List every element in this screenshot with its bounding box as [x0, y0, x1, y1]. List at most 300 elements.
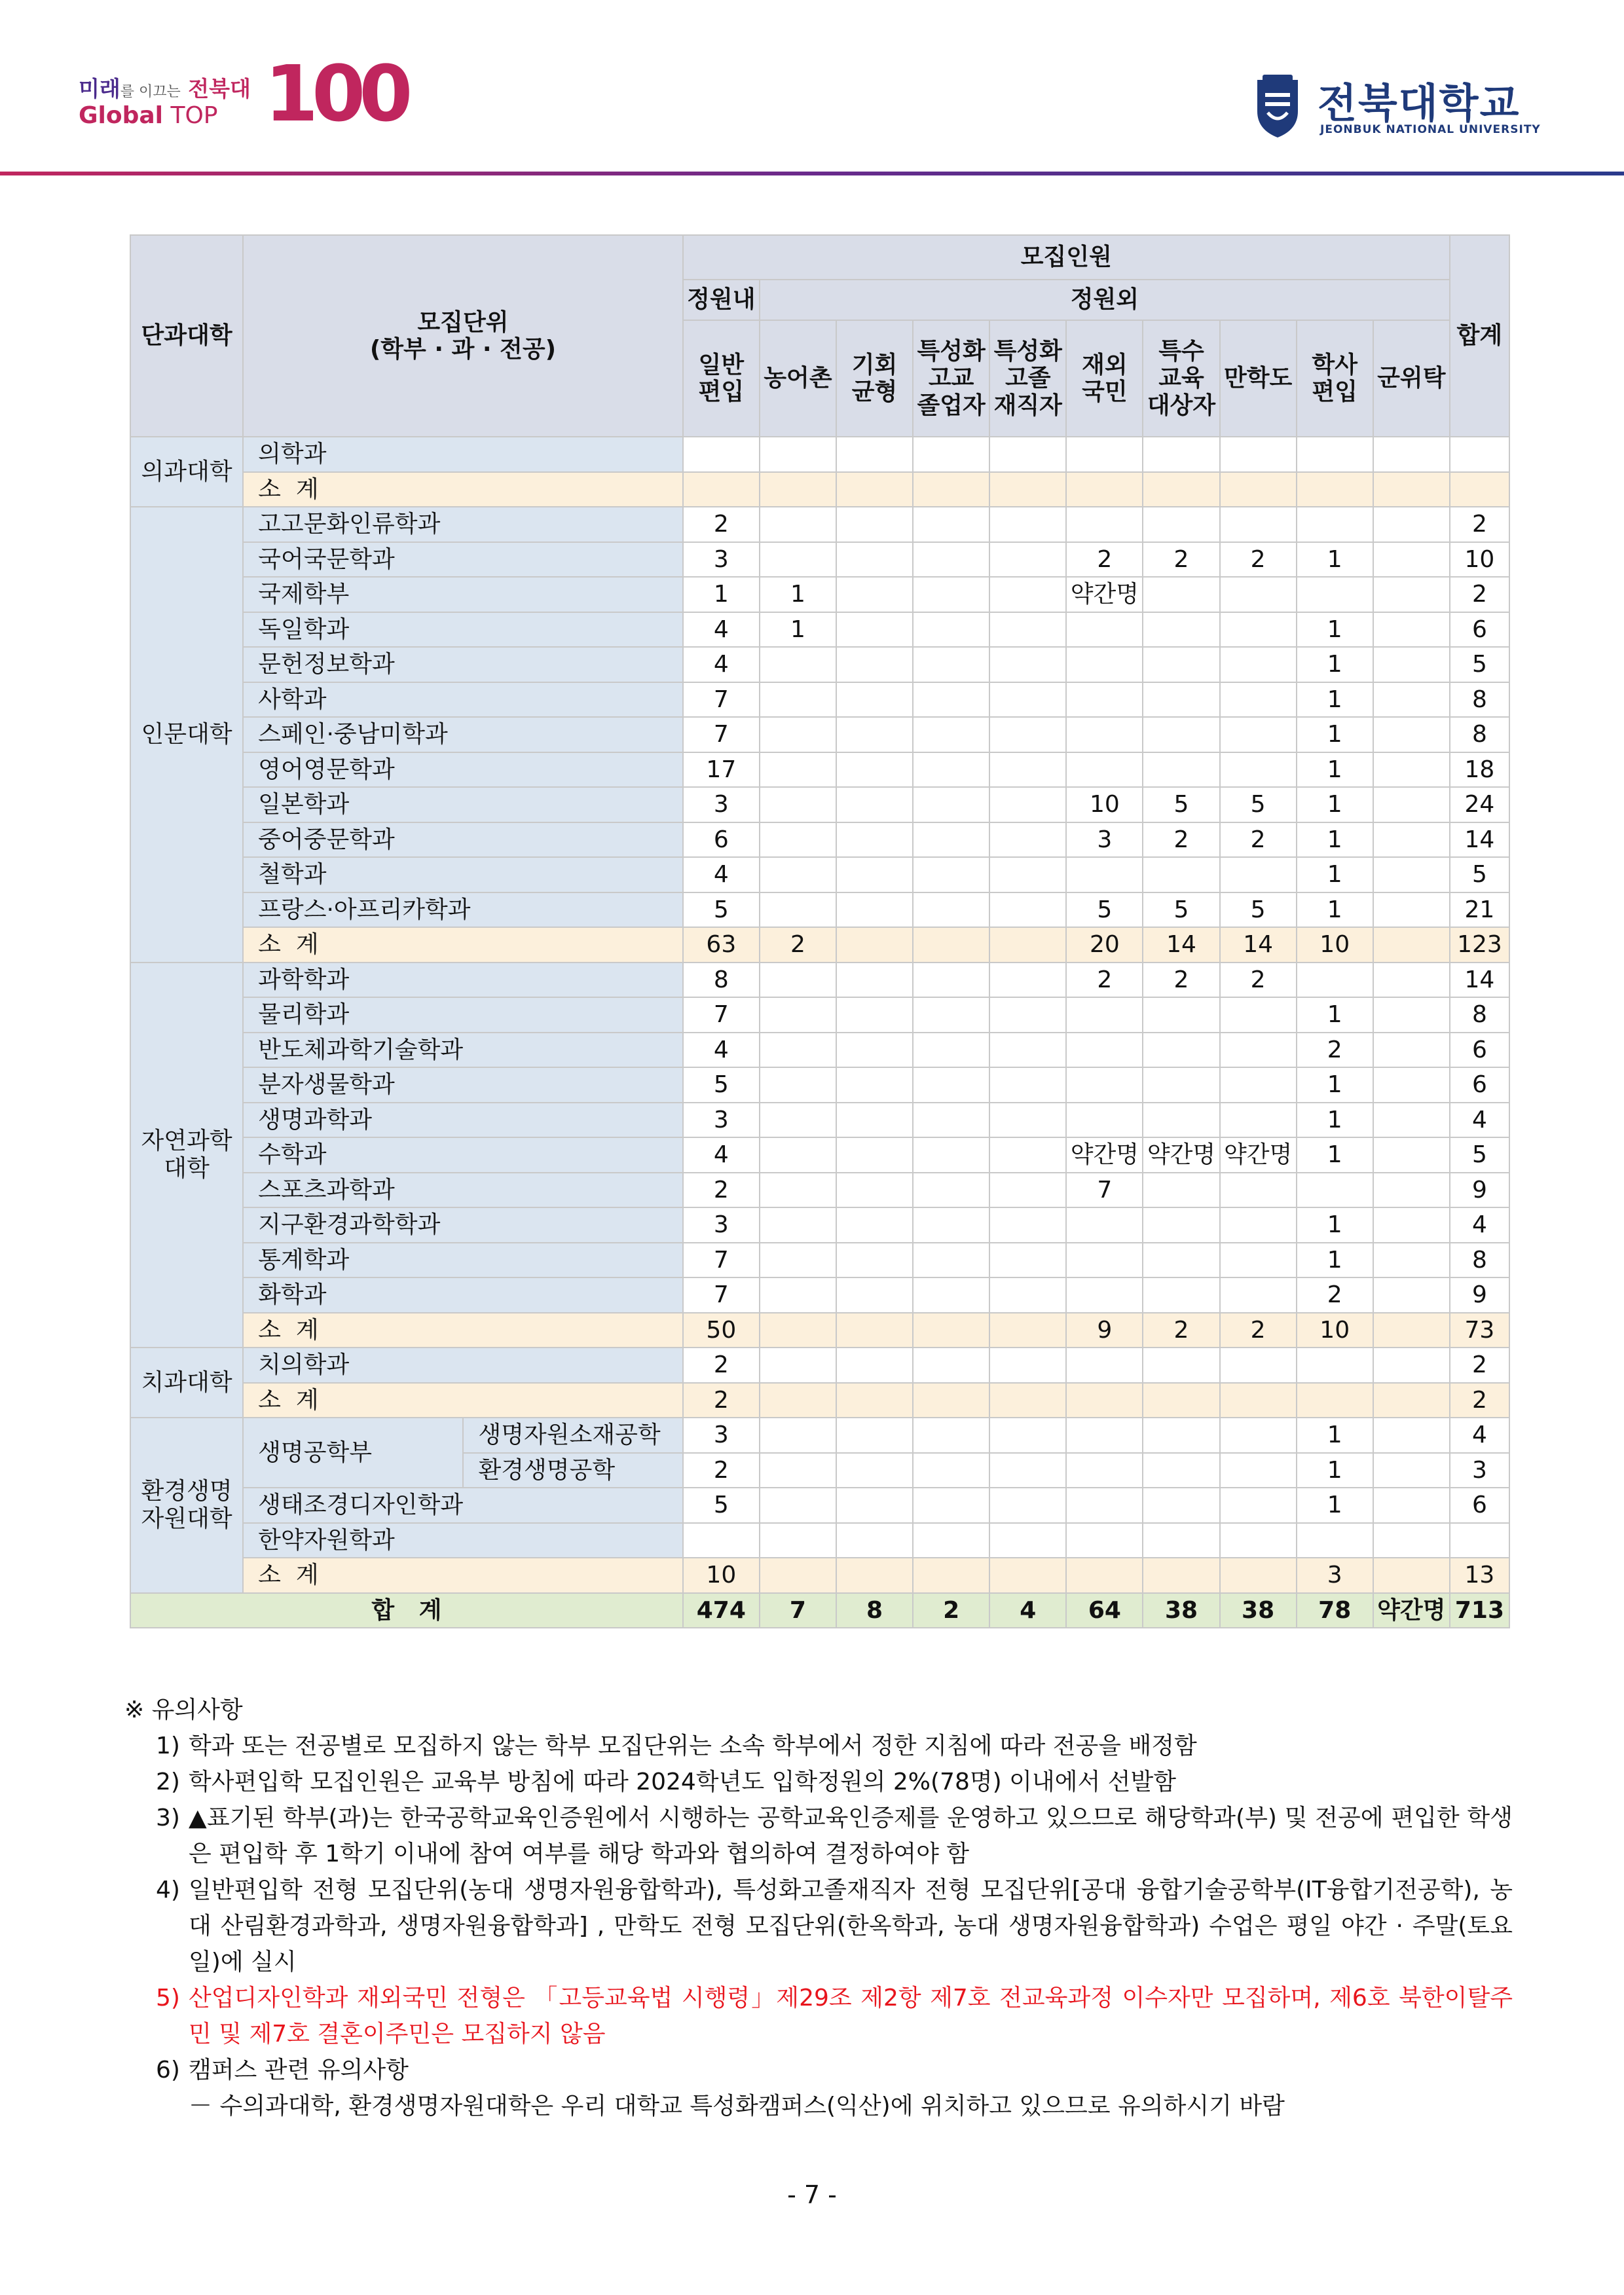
value-cell — [1066, 1348, 1143, 1383]
value-cell — [913, 1137, 989, 1173]
value-cell — [1143, 682, 1219, 718]
note-text: 학과 또는 전공별로 모집하지 않는 학부 모집단위는 소속 학부에서 정한 지침에 따라 전공을 배정함 — [189, 1733, 1197, 1759]
total-cell: 6 — [1450, 1033, 1509, 1068]
value-cell: 7 — [1066, 1173, 1143, 1208]
value-cell — [1143, 717, 1219, 752]
value-cell — [836, 612, 913, 648]
value-cell — [913, 1313, 989, 1348]
total-cell: 5 — [1450, 1137, 1509, 1173]
total-cell: 14 — [1450, 822, 1509, 858]
value-cell — [760, 507, 836, 542]
value-cell — [836, 1277, 913, 1313]
value-cell: 2 — [1220, 963, 1297, 998]
value-cell — [683, 437, 760, 472]
value-cell — [1373, 1067, 1450, 1103]
value-cell — [913, 542, 989, 578]
value-cell — [760, 1033, 836, 1068]
notes-title: ※ 유의사항 — [124, 1697, 243, 1723]
value-cell: 38 — [1220, 1593, 1297, 1628]
value-cell: 7 — [683, 682, 760, 718]
total-cell: 18 — [1450, 752, 1509, 788]
value-cell — [1066, 472, 1143, 507]
value-cell: 4 — [683, 1033, 760, 1068]
value-cell: 1 — [1297, 1453, 1373, 1488]
value-cell: 10 — [1297, 927, 1373, 963]
dept-cell: 사학과 — [243, 682, 683, 718]
value-cell — [836, 542, 913, 578]
value-cell: 약간명 — [1373, 1593, 1450, 1628]
college-cell: 치과대학 — [130, 1348, 243, 1418]
value-cell: 7 — [683, 1277, 760, 1313]
dept-cell: 환경생명공학 — [463, 1453, 682, 1488]
total-cell — [1450, 437, 1509, 472]
note-text: ▲표기된 학부(과)는 한국공학교육인증원에서 시행하는 공학교육인증제를 운영하고 있으므로 해당학과(부) 및 전공에 편입한 학생은 편입학 후 1학기 이내에 참여 여부를 해당 학과와 협의하여 결정하여야 함 — [189, 1805, 1513, 1867]
value-cell: 3 — [683, 787, 760, 822]
value-cell: 5 — [1143, 892, 1219, 928]
value-cell — [760, 1348, 836, 1383]
total-cell: 2 — [1450, 1383, 1509, 1418]
value-cell: 1 — [1297, 1103, 1373, 1138]
value-cell: 1 — [1297, 542, 1373, 578]
value-cell: 약간명 — [1066, 1137, 1143, 1173]
value-cell — [1297, 1173, 1373, 1208]
value-cell — [913, 1277, 989, 1313]
value-cell — [1373, 542, 1450, 578]
value-cell: 2 — [760, 927, 836, 963]
dept-cell: 화학과 — [243, 1277, 683, 1313]
value-cell — [760, 1488, 836, 1523]
value-cell — [989, 927, 1066, 963]
table-row — [130, 1243, 1509, 1278]
header-total: 합계 — [1450, 235, 1509, 437]
value-cell — [836, 1173, 913, 1208]
value-cell — [989, 963, 1066, 998]
total-cell: 6 — [1450, 1067, 1509, 1103]
value-cell — [1066, 1383, 1143, 1418]
value-cell: 64 — [1066, 1593, 1143, 1628]
value-cell: 4 — [683, 647, 760, 682]
value-cell — [1297, 577, 1373, 612]
value-cell — [989, 1313, 1066, 1348]
subtotal-label: 소 계 — [243, 1313, 683, 1348]
value-cell — [1373, 963, 1450, 998]
value-cell — [760, 1067, 836, 1103]
value-cell: 10 — [1297, 1313, 1373, 1348]
value-cell: 약간명 — [1066, 577, 1143, 612]
note-item — [124, 1980, 1513, 2052]
value-cell: 78 — [1297, 1593, 1373, 1628]
dept-cell: 국어국문학과 — [243, 542, 683, 578]
header-col-6: 재외 국민 — [1066, 320, 1143, 437]
value-cell — [1373, 1383, 1450, 1418]
header-col-4: 특성화 고교 졸업자 — [913, 320, 989, 437]
value-cell — [836, 1488, 913, 1523]
table-row — [130, 1173, 1509, 1208]
value-cell — [760, 787, 836, 822]
value-cell — [836, 577, 913, 612]
note-text: 학사편입학 모집인원은 교육부 방침에 따라 2024학년도 입학정원의 2%(78명) 이내에서 선발함 — [189, 1769, 1177, 1795]
value-cell: 9 — [1066, 1313, 1143, 1348]
page-number: - 7 - — [787, 2180, 837, 2209]
value-cell — [1373, 1488, 1450, 1523]
value-cell: 1 — [1297, 1207, 1373, 1243]
value-cell: 2 — [683, 1173, 760, 1208]
value-cell: 3 — [1297, 1558, 1373, 1593]
value-cell — [1066, 717, 1143, 752]
value-cell — [913, 1033, 989, 1068]
value-cell: 10 — [683, 1558, 760, 1593]
value-cell — [836, 1523, 913, 1558]
total-cell: 8 — [1450, 1243, 1509, 1278]
total-cell: 2 — [1450, 507, 1509, 542]
value-cell — [1373, 822, 1450, 858]
header-col-1: 일반 편입 — [683, 320, 760, 437]
value-cell — [760, 717, 836, 752]
value-cell — [1143, 1243, 1219, 1278]
value-cell — [1143, 857, 1219, 892]
value-cell — [913, 1348, 989, 1383]
notes-dash-item: － 수의과대학, 환경생명자원대학은 우리 대학교 특성화캠퍼스(익산)에 위치하고 있으므로 유의하시기 바람 — [189, 2093, 1285, 2120]
value-cell — [989, 1277, 1066, 1313]
value-cell — [989, 472, 1066, 507]
value-cell: 2 — [1220, 542, 1297, 578]
value-cell — [1373, 1243, 1450, 1278]
dept-cell: 반도체과학기술학과 — [243, 1033, 683, 1068]
dept-cell: 일본학과 — [243, 787, 683, 822]
value-cell: 2 — [1143, 822, 1219, 858]
value-cell: 2 — [1066, 542, 1143, 578]
note-text: 일반편입학 전형 모집단위(농대 생명자원융합학과), 특성화고졸재직자 전형 모집단위[공대 융합기술공학부(IT융합기전공학), 농대 산림환경과학과, 생명자원융합학과] , 만학도 전형 모집단위(한옥학과, 농대 생명자원융합학과) 수업은 평일 야간 · 주말(토요일)에 실시 — [189, 1877, 1513, 1975]
table-row — [130, 612, 1509, 648]
value-cell — [1220, 1207, 1297, 1243]
subtotal-label: 소 계 — [243, 1383, 683, 1418]
value-cell — [760, 822, 836, 858]
value-cell — [836, 1383, 913, 1418]
value-cell: 3 — [683, 542, 760, 578]
value-cell — [1373, 1453, 1450, 1488]
header-col-8: 만학도 — [1220, 320, 1297, 437]
value-cell — [1297, 437, 1373, 472]
value-cell: 14 — [1220, 927, 1297, 963]
value-cell: 1 — [1297, 857, 1373, 892]
value-cell — [1220, 1488, 1297, 1523]
table-row — [130, 437, 1509, 472]
value-cell — [989, 1103, 1066, 1138]
dept-cell: 분자생물학과 — [243, 1067, 683, 1103]
value-cell: 2 — [1220, 1313, 1297, 1348]
value-cell — [836, 437, 913, 472]
value-cell — [760, 1313, 836, 1348]
value-cell — [989, 997, 1066, 1033]
value-cell — [1066, 1418, 1143, 1453]
value-cell — [913, 1173, 989, 1208]
header-col-9: 학사 편입 — [1297, 320, 1373, 437]
value-cell — [836, 682, 913, 718]
value-cell — [1143, 1103, 1219, 1138]
value-cell — [989, 577, 1066, 612]
dept-cell: 의학과 — [243, 437, 683, 472]
college-cell: 자연과학 대학 — [130, 963, 243, 1348]
value-cell — [1297, 963, 1373, 998]
value-cell — [836, 752, 913, 788]
value-cell: 1 — [1297, 1488, 1373, 1523]
value-cell: 4 — [683, 857, 760, 892]
value-cell — [836, 892, 913, 928]
value-cell: 2 — [1220, 822, 1297, 858]
dept-cell: 과학학과 — [243, 963, 683, 998]
value-cell: 10 — [1066, 787, 1143, 822]
value-cell — [1373, 507, 1450, 542]
table-row — [130, 1033, 1509, 1068]
header-col-3: 기회 균형 — [836, 320, 913, 437]
value-cell — [836, 1243, 913, 1278]
value-cell — [1373, 787, 1450, 822]
value-cell — [836, 1418, 913, 1453]
total-cell: 4 — [1450, 1418, 1509, 1453]
value-cell — [1373, 437, 1450, 472]
table-row — [130, 542, 1509, 578]
university-emblem-icon — [1252, 73, 1303, 139]
value-cell: 3 — [683, 1207, 760, 1243]
recruitment-table — [130, 234, 1510, 1628]
value-cell — [913, 682, 989, 718]
slogan: 미래를 이끄는 전북대 — [79, 76, 251, 101]
value-cell — [836, 1033, 913, 1068]
value-cell — [836, 1207, 913, 1243]
subtotal-row — [130, 1383, 1509, 1418]
value-cell: 5 — [1220, 892, 1297, 928]
value-cell — [760, 1243, 836, 1278]
value-cell — [760, 1453, 836, 1488]
value-cell — [760, 1173, 836, 1208]
value-cell: 4 — [683, 1137, 760, 1173]
value-cell: 4 — [683, 612, 760, 648]
total-cell: 10 — [1450, 542, 1509, 578]
value-cell: 1 — [1297, 1418, 1373, 1453]
value-cell — [1373, 1313, 1450, 1348]
value-cell — [913, 787, 989, 822]
value-cell: 14 — [1143, 927, 1219, 963]
subtotal-row — [130, 1313, 1509, 1348]
global-top-text: Global TOP — [79, 102, 218, 129]
note-number: 2) — [156, 1769, 180, 1795]
value-cell — [760, 647, 836, 682]
value-cell: 5 — [683, 1067, 760, 1103]
value-cell — [1066, 1207, 1143, 1243]
value-cell: 2 — [1143, 1313, 1219, 1348]
dept-cell: 철학과 — [243, 857, 683, 892]
value-cell — [1297, 1523, 1373, 1558]
value-cell — [1066, 437, 1143, 472]
value-cell — [1066, 647, 1143, 682]
value-cell — [1143, 1523, 1219, 1558]
value-cell — [989, 647, 1066, 682]
total-cell: 5 — [1450, 647, 1509, 682]
value-cell: 1 — [1297, 752, 1373, 788]
value-cell — [1297, 507, 1373, 542]
total-cell: 13 — [1450, 1558, 1509, 1593]
total-cell: 8 — [1450, 717, 1509, 752]
group-cell: 생명공학부 — [243, 1418, 463, 1488]
value-cell — [760, 1137, 836, 1173]
value-cell — [760, 997, 836, 1033]
value-cell — [1066, 1523, 1143, 1558]
college-cell: 인문대학 — [130, 507, 243, 963]
value-cell: 1 — [1297, 892, 1373, 928]
college-cell: 의과대학 — [130, 437, 243, 507]
value-cell — [1066, 1277, 1143, 1313]
value-cell — [1220, 647, 1297, 682]
table-row — [130, 1488, 1509, 1523]
value-cell — [989, 1418, 1066, 1453]
value-cell: 2 — [1143, 542, 1219, 578]
value-cell — [1220, 1277, 1297, 1313]
value-cell — [1220, 717, 1297, 752]
college-cell: 환경생명 자원대학 — [130, 1418, 243, 1593]
table-row — [130, 682, 1509, 718]
value-cell — [836, 1558, 913, 1593]
value-cell: 2 — [1143, 963, 1219, 998]
value-cell — [989, 1243, 1066, 1278]
value-cell — [1066, 1067, 1143, 1103]
value-cell — [1066, 1033, 1143, 1068]
value-cell: 8 — [683, 963, 760, 998]
value-cell — [913, 1067, 989, 1103]
dept-cell: 스포츠과학과 — [243, 1173, 683, 1208]
value-cell — [1143, 1488, 1219, 1523]
value-cell: 1 — [683, 577, 760, 612]
note-number: 3) — [156, 1805, 180, 1831]
value-cell — [836, 997, 913, 1033]
value-cell — [1143, 472, 1219, 507]
header-unit: 모집단위 (학부 · 과 · 전공) — [243, 235, 683, 437]
total-cell: 713 — [1450, 1593, 1509, 1628]
value-cell — [989, 752, 1066, 788]
value-cell — [1220, 1453, 1297, 1488]
value-cell: 2 — [1066, 963, 1143, 998]
dept-cell: 국제학부 — [243, 577, 683, 612]
value-cell: 7 — [760, 1593, 836, 1628]
table-row — [130, 577, 1509, 612]
table-row — [130, 1277, 1509, 1313]
value-cell: 5 — [1066, 892, 1143, 928]
value-cell — [913, 1488, 989, 1523]
value-cell: 6 — [683, 822, 760, 858]
value-cell — [836, 1348, 913, 1383]
value-cell — [913, 507, 989, 542]
value-cell — [1220, 857, 1297, 892]
value-cell — [1220, 1383, 1297, 1418]
total-cell: 24 — [1450, 787, 1509, 822]
value-cell — [1297, 1348, 1373, 1383]
value-cell — [1373, 1348, 1450, 1383]
value-cell — [1143, 647, 1219, 682]
grand-total-row — [130, 1593, 1509, 1628]
value-cell — [1143, 1453, 1219, 1488]
note-item — [124, 2052, 1513, 2088]
table-row — [130, 892, 1509, 928]
dept-cell: 한약자원학과 — [243, 1523, 683, 1558]
value-cell — [1373, 892, 1450, 928]
value-cell — [1220, 1523, 1297, 1558]
value-cell — [989, 1383, 1066, 1418]
value-cell — [1220, 612, 1297, 648]
table-row — [130, 1103, 1509, 1138]
value-cell — [836, 1453, 913, 1488]
value-cell — [913, 1558, 989, 1593]
value-cell — [760, 1558, 836, 1593]
value-cell: 1 — [1297, 647, 1373, 682]
value-cell — [913, 1523, 989, 1558]
value-cell — [913, 1103, 989, 1138]
value-cell — [913, 927, 989, 963]
value-cell — [760, 1103, 836, 1138]
value-cell — [913, 857, 989, 892]
value-cell — [1220, 1558, 1297, 1593]
value-cell — [1143, 577, 1219, 612]
value-cell — [989, 542, 1066, 578]
value-cell — [683, 1523, 760, 1558]
table-row — [130, 1523, 1509, 1558]
value-cell — [913, 1243, 989, 1278]
subtotal-label: 소 계 — [243, 1558, 683, 1593]
value-cell — [989, 1173, 1066, 1208]
value-cell — [989, 1067, 1066, 1103]
value-cell: 1 — [760, 577, 836, 612]
value-cell — [1373, 1277, 1450, 1313]
value-cell: 7 — [683, 1243, 760, 1278]
note-number: 1) — [156, 1733, 180, 1759]
value-cell — [1143, 437, 1219, 472]
value-cell — [836, 927, 913, 963]
value-cell: 4 — [989, 1593, 1066, 1628]
value-cell: 474 — [683, 1593, 760, 1628]
value-cell — [913, 752, 989, 788]
value-cell — [1373, 1033, 1450, 1068]
value-cell — [1220, 997, 1297, 1033]
value-cell — [1297, 472, 1373, 507]
value-cell — [1373, 577, 1450, 612]
value-cell — [1066, 1103, 1143, 1138]
subtotal-label: 소 계 — [243, 927, 683, 963]
value-cell — [1143, 752, 1219, 788]
table-row — [130, 997, 1509, 1033]
value-cell — [1373, 1558, 1450, 1593]
table-row — [130, 857, 1509, 892]
value-cell: 2 — [1297, 1033, 1373, 1068]
value-cell: 20 — [1066, 927, 1143, 963]
value-cell: 1 — [1297, 997, 1373, 1033]
total-cell: 3 — [1450, 1453, 1509, 1488]
value-cell — [1220, 1103, 1297, 1138]
dept-cell: 생태조경디자인학과 — [243, 1488, 683, 1523]
table-row — [130, 507, 1509, 542]
value-cell — [989, 1488, 1066, 1523]
value-cell — [989, 437, 1066, 472]
value-cell: 2 — [683, 507, 760, 542]
value-cell — [760, 1277, 836, 1313]
total-cell: 4 — [1450, 1207, 1509, 1243]
subtotal-row — [130, 927, 1509, 963]
value-cell: 5 — [683, 1488, 760, 1523]
table-row — [130, 1418, 1509, 1453]
value-cell — [1143, 1173, 1219, 1208]
value-cell — [1066, 1558, 1143, 1593]
table-row — [130, 752, 1509, 788]
value-cell — [989, 822, 1066, 858]
value-cell — [836, 717, 913, 752]
value-cell — [1066, 997, 1143, 1033]
